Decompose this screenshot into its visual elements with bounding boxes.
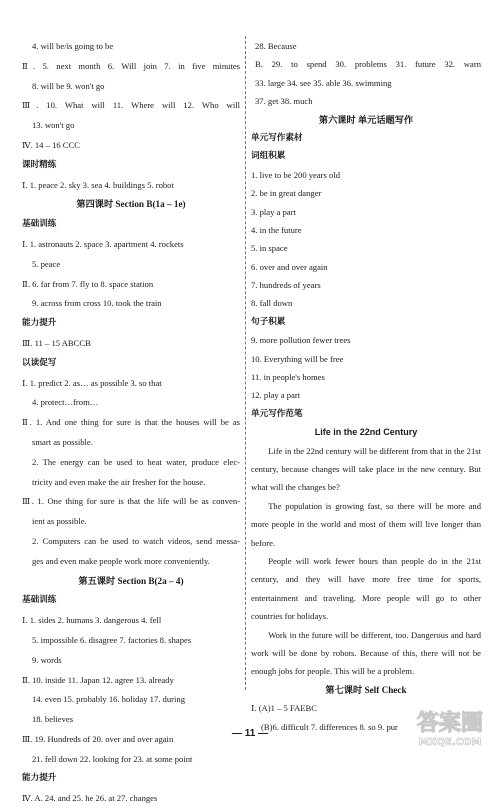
- answer-line: 28. Because: [255, 41, 297, 51]
- essay-paragraph: Life in the 22nd century will be different from that in the 21st century, because changes will take place in the new century. But what will the changes be?: [251, 445, 481, 493]
- answer-line: 4. will be/is going to be: [32, 41, 114, 51]
- answer-line: Ⅲ. 10. What will 11. Where will 12. Who will: [22, 100, 240, 111]
- answer-line: smart as possible.: [32, 436, 93, 447]
- answer-line: 4. protect…from…: [32, 397, 99, 408]
- answer-line: Ⅲ. 19. Hundreds of 20. over and over again: [22, 733, 174, 744]
- essay-paragraph: People will work fewer hours than people do in the 21st century, and they will have more free time for sports, entertainment and traveling. More people will go to other countries for holidays.: [251, 556, 481, 622]
- answer-line: Ⅰ. 1. astronauts 2. space 3. apartment 4. rockets: [22, 238, 184, 249]
- essay-paragraph: The population is growing fast, so there will be more and more people in the world and most of them will live longer than before.: [251, 500, 481, 548]
- section-label: 以读促写: [22, 357, 57, 368]
- lesson-heading: 第四课时 Section B(1a – 1e): [76, 199, 186, 210]
- column-divider: [245, 36, 246, 690]
- answer-line: 3. play a part: [251, 206, 296, 217]
- answer-line: 8. fall down: [251, 298, 293, 309]
- answer-line: tricity and even make the air fresher for the house.: [32, 476, 206, 487]
- answer-line: 2. The energy can be used to heat water, produce elec-: [32, 456, 240, 467]
- section-label: 基础训练: [22, 219, 57, 230]
- answer-line: 33. large 34. see 35. able 36. swimming: [255, 77, 392, 88]
- answer-line: 5. peace: [32, 258, 61, 269]
- answer-line: 7. hundreds of years: [251, 280, 321, 291]
- answer-line: 2. Computers can be used to watch videos, send messa-: [32, 535, 240, 546]
- watermark-sub: MXQE.COM: [418, 737, 482, 748]
- answer-line: Ⅰ. 1. predict 2. as… as possible 3. so that: [22, 377, 162, 388]
- answer-line: 18. believes: [32, 714, 74, 725]
- page-number: — 11 —: [231, 728, 269, 739]
- answer-line: 5. impossible 6. disagree 7. factories 8. shapes: [32, 634, 192, 645]
- answer-line: 9. more pollution fewer trees: [251, 335, 351, 346]
- answer-line: Ⅱ. 6. far from 7. fly to 8. space station: [22, 278, 154, 289]
- answer-line: Ⅱ. 5. next month 6. Will join 7. in five minutes: [22, 60, 240, 71]
- answer-line: 1. live to be 200 years old: [251, 169, 341, 180]
- answer-line: Ⅲ. 11 – 15 ABCCB: [22, 337, 91, 348]
- left-column: [22, 37, 240, 809]
- section-label: 单元写作素材: [251, 132, 303, 143]
- answer-line: 8. will be 9. won't go: [32, 80, 105, 91]
- answer-line: 9. across from cross 10. took the train: [32, 298, 162, 309]
- essay-body: [251, 442, 481, 681]
- answer-line: Ⅱ. 10. inside 11. Japan 12. agree 13. already: [22, 674, 174, 685]
- answer-line: Ⅰ. 1. peace 2. sky 3. sea 4. buildings 5. robot: [22, 179, 174, 190]
- answer-line: 13. won't go: [32, 120, 75, 131]
- answer-line: 11. in people's homes: [251, 372, 325, 383]
- answer-line: 2. be in great danger: [251, 188, 322, 199]
- answer-line: 21. fell down 22. looking for 23. at some point: [32, 753, 193, 764]
- answer-line: 6. over and over again: [251, 261, 328, 272]
- section-label: 句子积累: [251, 316, 286, 327]
- answer-line: Ⅲ. 1. One thing for sure is that the life will be as conven-: [22, 496, 240, 507]
- answer-line: Ⅳ. A. 24. and 25. he 26. at 27. changes: [22, 793, 158, 804]
- section-label: 词组积累: [251, 151, 286, 162]
- answer-line: Ⅱ. 1. And one thing for sure is that the houses will be as: [22, 417, 240, 428]
- section-label: 课时精练: [22, 159, 57, 170]
- section-label: 能力提升: [22, 773, 57, 784]
- answer-line: 10. Everything will be free: [251, 353, 344, 364]
- essay-title: Life in the 22nd Century: [314, 427, 418, 438]
- answer-line: 5. in space: [251, 243, 288, 254]
- section-label: 单元写作范笔: [251, 408, 303, 419]
- answer-line: ges and even make people work more conveniently.: [32, 555, 210, 566]
- answer-line: 14. even 15. probably 16. holiday 17. during: [32, 694, 185, 705]
- answer-line: B. 29. to spend 30. problems 31. future 32. warn: [255, 59, 481, 70]
- answer-line: (B)6. difficult 7. differences 8. so 9. pur: [261, 721, 398, 732]
- watermark-logo: [402, 704, 498, 750]
- section-label: 基础训练: [22, 595, 57, 606]
- watermark-text: 答案圈: [416, 711, 484, 736]
- answer-line: Ⅰ. 1. sides 2. humans 3. dangerous 4. fell: [22, 615, 162, 626]
- answer-line: 4. in the future: [251, 224, 302, 235]
- answer-line: Ⅰ. (A)1 – 5 FAEBC: [251, 703, 318, 714]
- right-column: [251, 37, 484, 736]
- section-label: 能力提升: [22, 318, 57, 329]
- answer-line: 9. words: [32, 654, 62, 665]
- lesson-heading: 第五课时 Section B(2a – 4): [78, 575, 184, 586]
- answer-line: Ⅳ. 14 – 16 CCC: [22, 139, 81, 150]
- lesson-heading: 第七课时 Self Check: [325, 684, 407, 695]
- answer-line: 12. play a part: [251, 390, 301, 401]
- answer-line: 37. get 38. much: [255, 96, 313, 107]
- answer-line: ient as possible.: [32, 516, 87, 527]
- lesson-heading: 第六课时 单元话题写作: [318, 114, 414, 125]
- essay-paragraph: Work in the future will be different, too. Dangerous and hard work will be done by robots. Because of this, there will not be enough jobs for people. This will be a problem.: [251, 629, 481, 677]
